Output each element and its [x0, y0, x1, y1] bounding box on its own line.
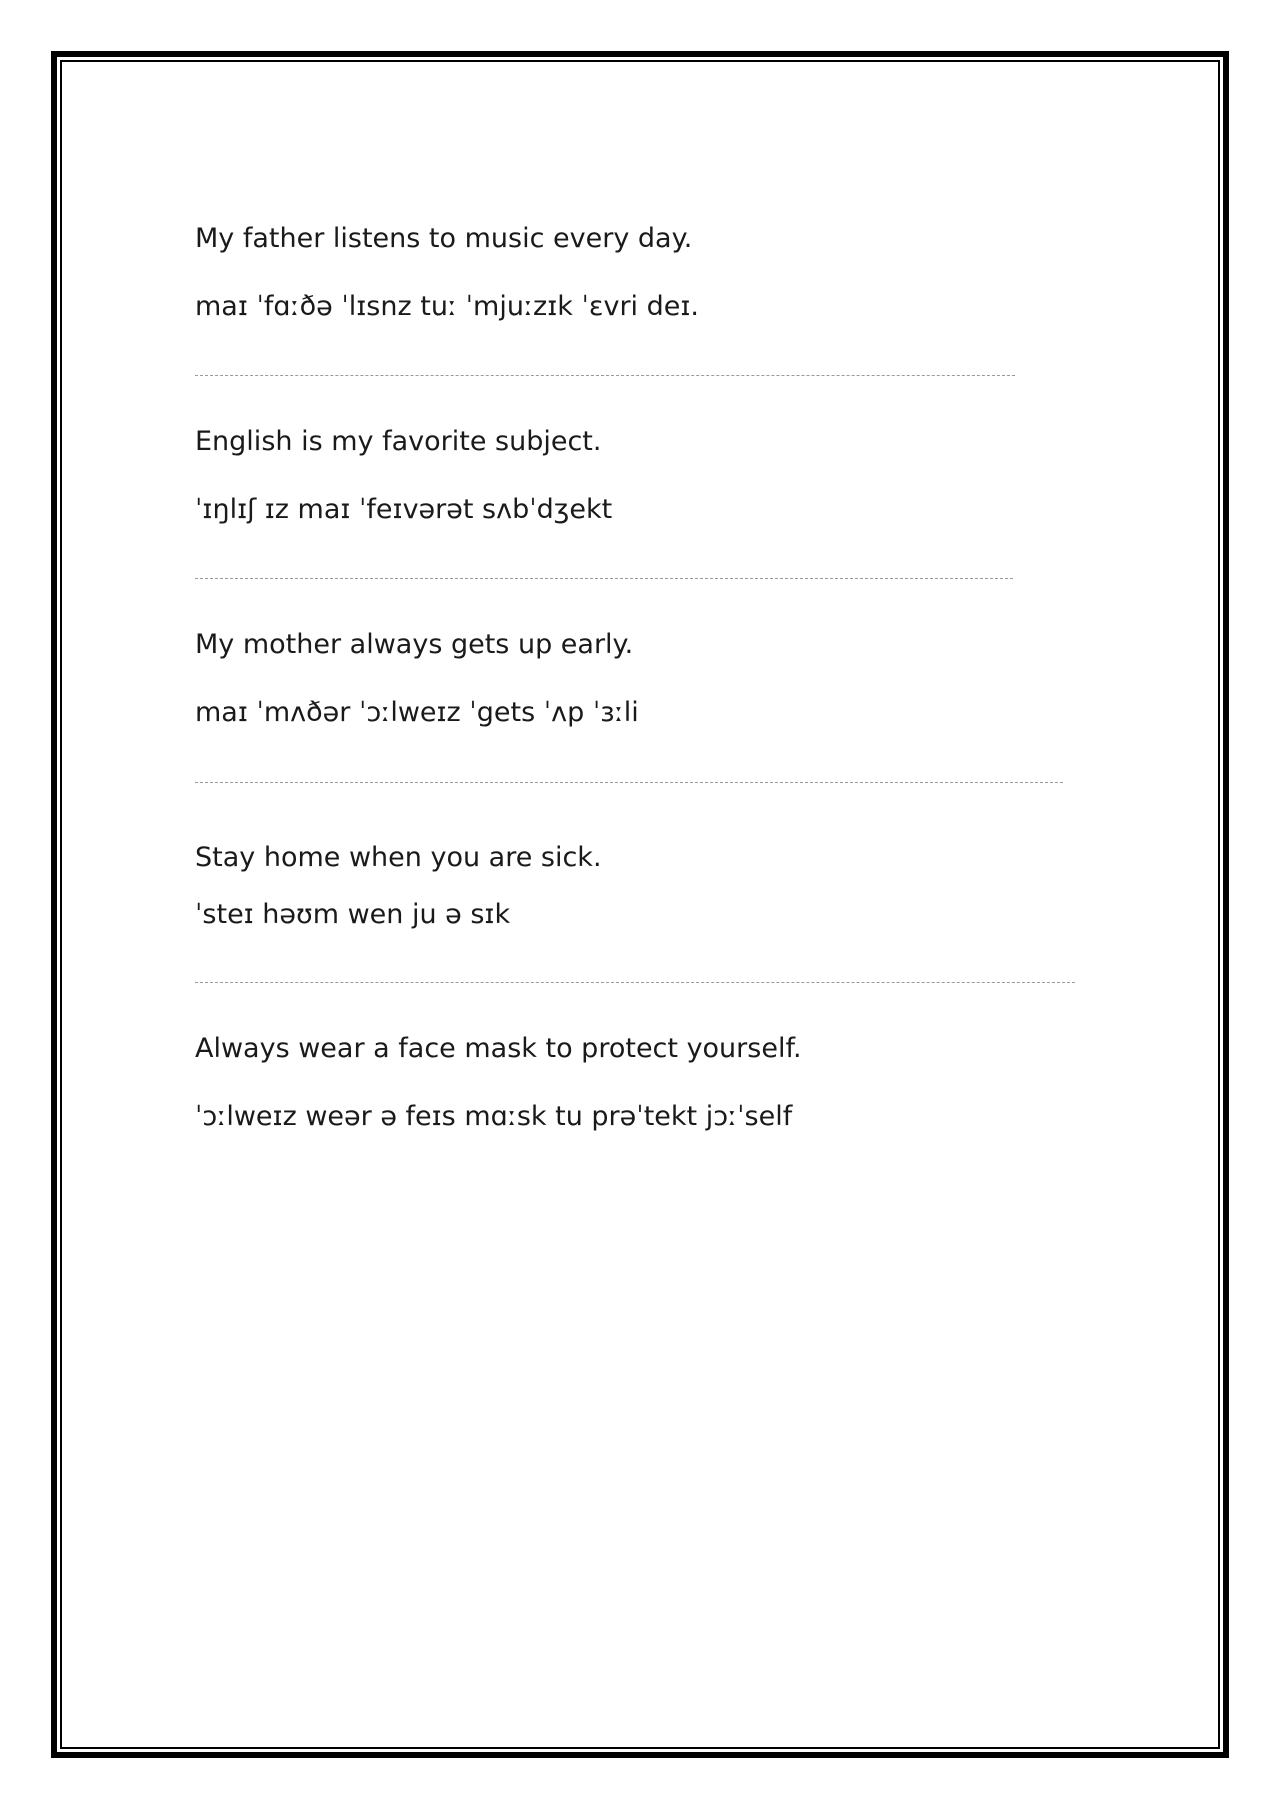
sentence-english: English is my favorite subject. [195, 426, 602, 457]
sentence-ipa: ˈɔːlweɪz weər ə feɪs mɑːsk tu prəˈtekt jɔːˈself [195, 1101, 793, 1132]
sentence-english: My mother always gets up early. [195, 629, 634, 660]
answer-line [195, 982, 1075, 983]
sentence-ipa: ˈɪŋlɪʃ ɪz maɪ ˈfeɪvərət sʌbˈdʒekt [195, 494, 613, 525]
sentence-ipa: maɪ ˈfɑːðə ˈlɪsnz tuː ˈmjuːzɪk ˈɛvri deɪ. [195, 291, 700, 322]
sentence-english: Always wear a face mask to protect yourself. [195, 1033, 802, 1064]
sentence-english: My father listens to music every day. [195, 223, 693, 254]
answer-line [195, 375, 1015, 376]
answer-line [195, 578, 1013, 579]
sentence-ipa: maɪ ˈmʌðər ˈɔːlweɪz ˈgets ˈʌp ˈɜːli [195, 697, 639, 728]
answer-line [195, 782, 1063, 783]
sentence-english: Stay home when you are sick. [195, 842, 602, 873]
sentence-ipa: ˈsteɪ həʊm wen ju ə sɪk [195, 899, 511, 930]
